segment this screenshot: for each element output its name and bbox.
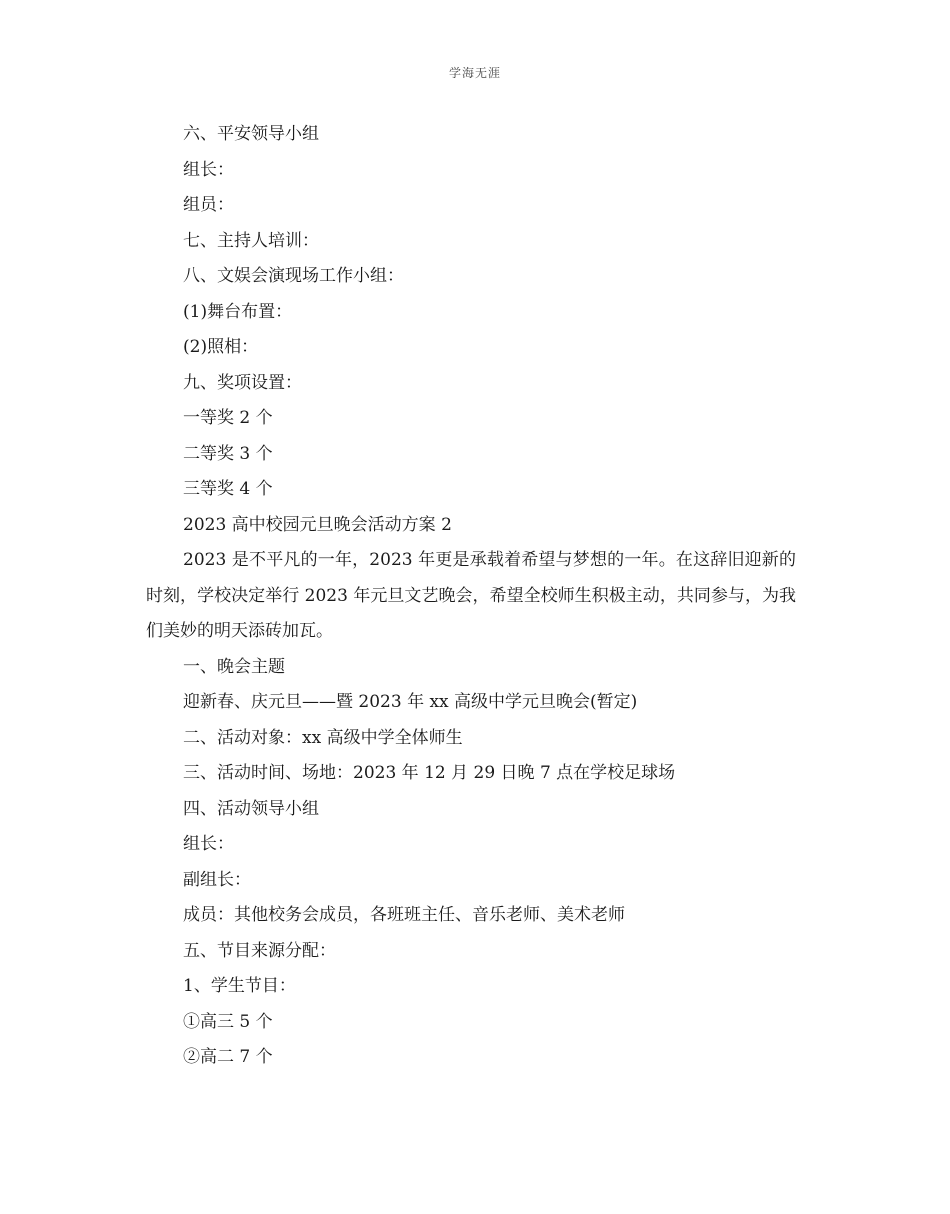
text-line: 三等奖 4 个 — [183, 479, 273, 499]
text-line: ①高三 5 个 — [183, 1011, 273, 1032]
section-heading-host-training: 七、主持人培训： — [183, 230, 319, 251]
text-line: 迎新春、庆元旦——暨 2023 年 xx 高级中学元旦晚会(暂定) — [183, 692, 638, 712]
text-line: (1)舞台布置： — [183, 301, 293, 322]
document-title-2: 2023 高中校园元旦晚会活动方案 2 — [183, 514, 452, 535]
text-line: 副组长： — [183, 869, 251, 890]
section-heading-theme: 一、晚会主题 — [183, 656, 285, 677]
page-header: 学海无涯 — [448, 66, 501, 80]
section-heading-program-source: 五、节目来源分配： — [183, 940, 336, 961]
text-line: 二等奖 3 个 — [183, 443, 273, 464]
text-line: ②高二 7 个 — [183, 1047, 273, 1067]
section-heading-safety-group: 六、平安领导小组 — [183, 124, 319, 144]
section-heading-awards: 九、奖项设置： — [183, 372, 302, 393]
text-line: 一等奖 2 个 — [183, 408, 273, 428]
text-line: (2)照相： — [183, 337, 259, 357]
text-line: 组长： — [183, 159, 234, 180]
section-heading-audience: 二、活动对象：xx 高级中学全体师生 — [183, 727, 463, 748]
text-line: 组员： — [183, 195, 234, 215]
section-heading-time-place: 三、活动时间、场地：2023 年 12 月 29 日晚 7 点在学校足球场 — [183, 763, 676, 783]
intro-paragraph: 2023 是不平凡的一年，2023 年更是承载着希望与梦想的一年。在这辞旧迎新的时刻，学校决定举行 2023 年元旦文艺晚会，希望全校师生积极主动，共同参与，为我们美妙的明天添砖加瓦。 — [146, 550, 796, 641]
section-heading-leadership: 四、活动领导小组 — [183, 798, 319, 819]
text-line: 成员：其他校务会成员，各班班主任、音乐老师、美术老师 — [183, 905, 625, 925]
section-heading-onsite-group: 八、文娱会演现场工作小组： — [183, 266, 404, 286]
document-body — [146, 117, 796, 1076]
text-line: 组长： — [183, 834, 234, 854]
text-line: 1、学生节目： — [183, 976, 296, 996]
